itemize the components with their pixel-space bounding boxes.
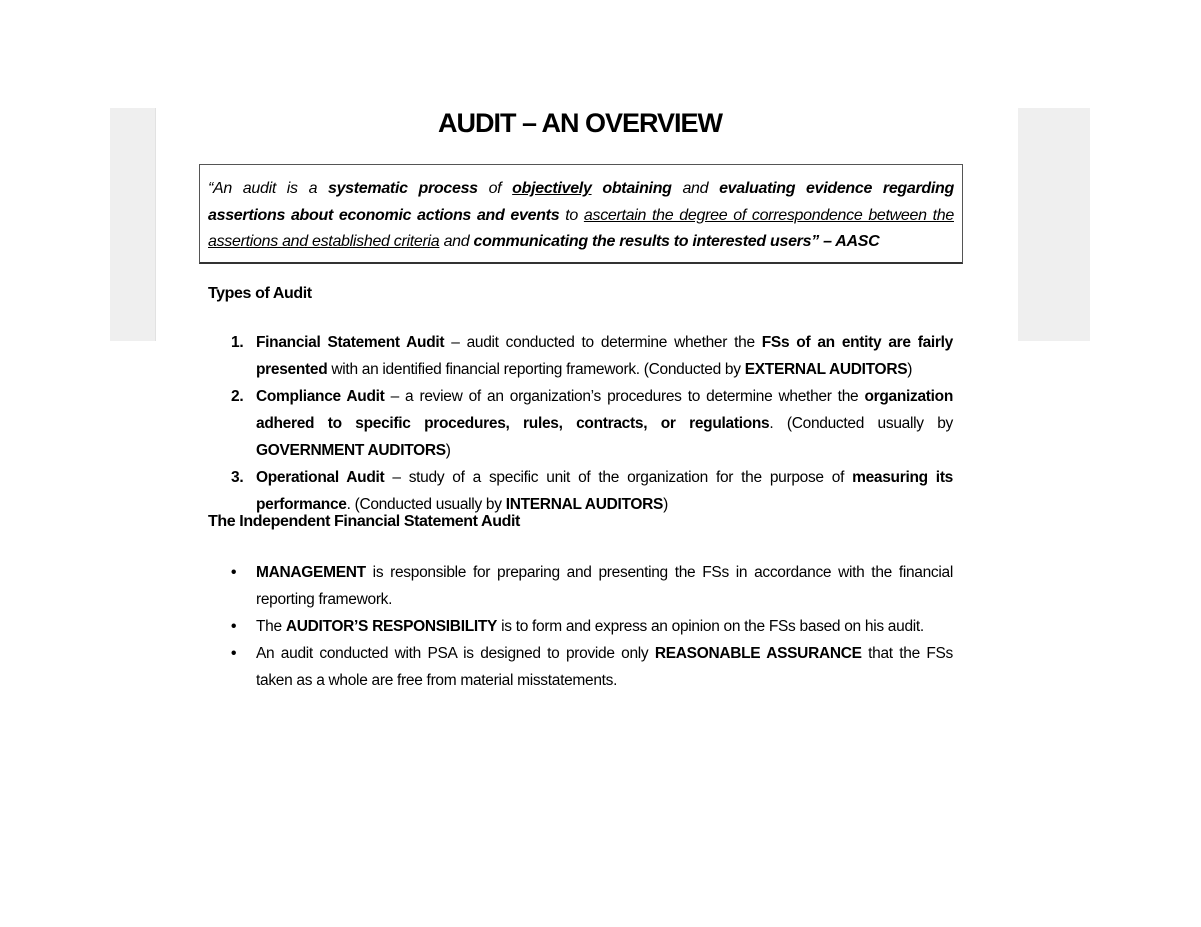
list-item — [231, 559, 953, 613]
auditor-label: EXTERNAL AUDITORS — [744, 361, 908, 378]
list-number: 2. — [231, 388, 244, 405]
bullet-text: The — [256, 618, 286, 635]
bullet-text: that the FSs taken as a whole are free from material misstatements. — [256, 645, 953, 689]
audit-type-desc: . (Conducted usually by — [769, 415, 953, 432]
document-page — [155, 108, 1018, 689]
types-of-audit-heading: Types of Audit — [208, 285, 312, 302]
independent-audit-heading: The Independent Financial Statement Audit — [208, 513, 520, 530]
definition-text: systematic process — [327, 180, 478, 197]
definition-text: obtaining — [591, 180, 672, 197]
bullet-emphasis: MANAGEMENT — [256, 564, 366, 581]
definition-text: evaluating evidence regarding assertions about economic actions and events — [208, 180, 954, 224]
list-number: 3. — [231, 469, 244, 486]
bullet-text: is responsible for preparing and presenting the FSs in accordance with the financial reporting framework. — [256, 564, 953, 608]
bullet-text: is to form and express an opinion on the FSs based on his audit. — [497, 618, 924, 635]
definition-emphasis: ascertain the degree of correspondence between the assertions and established criteria — [208, 206, 954, 250]
audit-type-desc: organization adhered to specific procedures, rules, contracts, or regulations — [256, 388, 953, 432]
audit-type-desc: – audit conducted to determine whether the — [444, 334, 762, 351]
bullet-icon: • — [231, 618, 237, 635]
auditor-label: INTERNAL AUDITORS — [505, 496, 664, 513]
list-item — [231, 464, 953, 518]
definition-text: to — [559, 206, 584, 224]
audit-type-name: Compliance Audit — [256, 388, 385, 405]
audit-type-desc: with an identified financial reporting framework. (Conducted by — [327, 361, 745, 378]
audit-type-desc: measuring its performance — [256, 469, 954, 513]
definition-text: communicating the results to interested users — [473, 233, 812, 250]
definition-text: of — [477, 180, 513, 197]
independent-audit-bullets — [231, 559, 953, 694]
definition-text: “An audit is a — [208, 180, 328, 197]
bullet-icon: • — [231, 645, 237, 662]
definition-text: and — [671, 180, 720, 197]
definition-emphasis: objectively — [512, 180, 592, 197]
audit-type-desc: ) — [445, 442, 451, 459]
list-item — [231, 613, 953, 640]
definition-source: ” – AASC — [811, 233, 880, 250]
list-item — [231, 329, 953, 383]
audit-type-desc: . (Conducted usually by — [346, 496, 506, 513]
bullet-emphasis: REASONABLE ASSURANCE — [654, 645, 862, 662]
bullet-emphasis: AUDITOR’S RESPONSIBILITY — [285, 618, 498, 635]
audit-type-desc: – study of a specific unit of the organization for the purpose of — [384, 469, 853, 486]
audit-type-desc: ) — [907, 361, 913, 378]
bullet-text: An audit conducted with PSA is designed to provide only — [256, 645, 655, 662]
list-item — [231, 640, 953, 694]
list-number: 1. — [231, 334, 244, 351]
audit-type-desc: FSs of an entity are fairly presented — [256, 334, 953, 378]
audit-definition-box — [199, 164, 963, 264]
definition-text: and — [439, 233, 474, 250]
audit-type-name: Financial Statement Audit — [256, 334, 445, 351]
audit-type-name: Operational Audit — [256, 469, 385, 486]
list-item — [231, 383, 953, 464]
document-title: AUDIT – AN OVERVIEW — [437, 108, 723, 138]
bullet-icon: • — [231, 564, 237, 581]
auditor-label: GOVERNMENT AUDITORS — [256, 442, 446, 459]
audit-type-desc: – a review of an organization’s procedures to determine whether the — [384, 388, 865, 405]
audit-type-desc: ) — [663, 496, 668, 513]
audit-types-list — [231, 329, 953, 518]
